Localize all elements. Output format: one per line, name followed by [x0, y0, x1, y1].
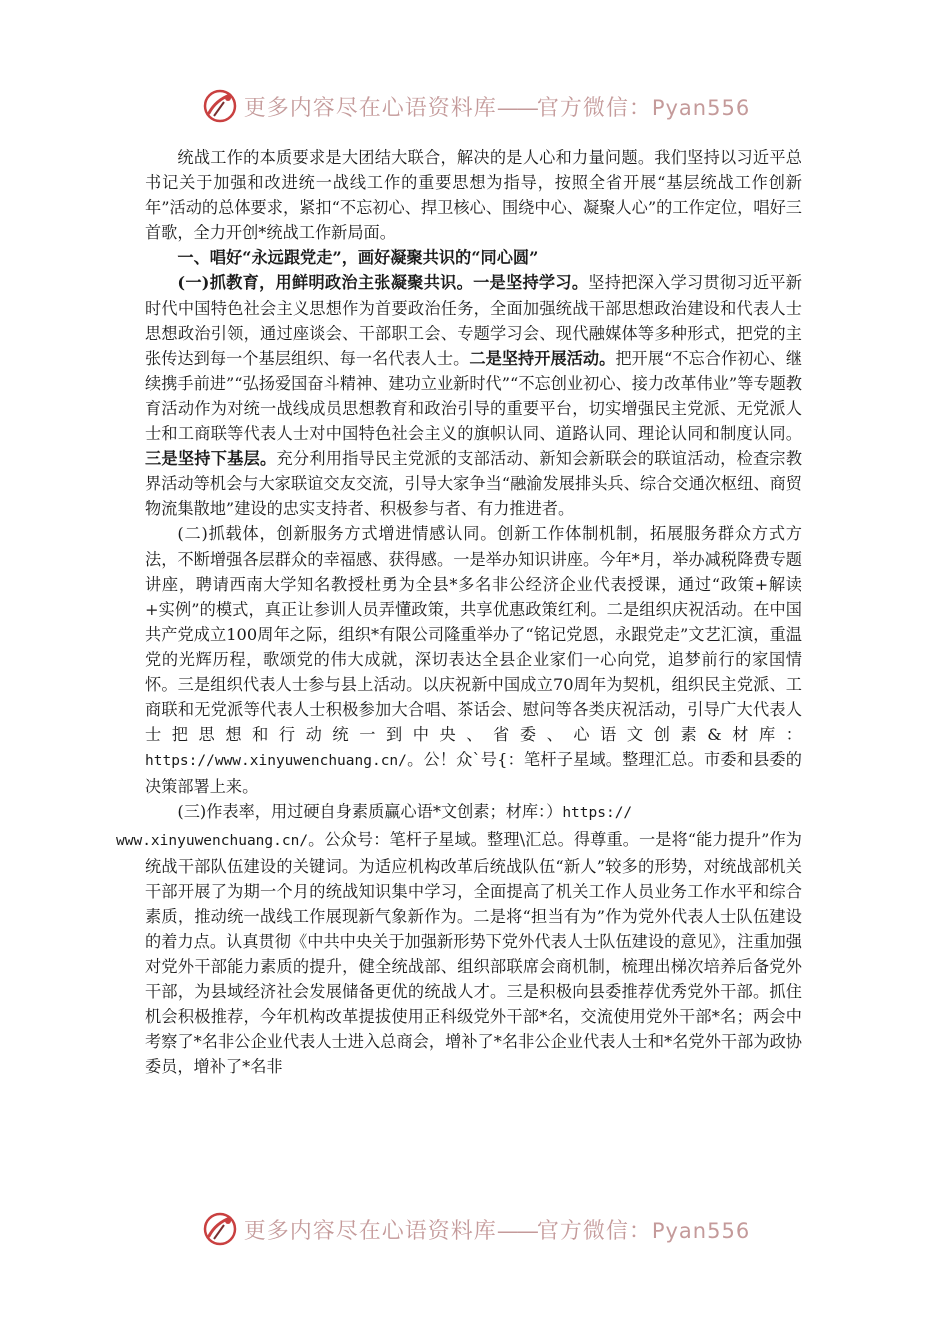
- text-2: 把开展“不忘合作初心、继续携手前进”“弘扬爱国奋斗精神、建功立业新时代”“不忘创业初心、接力改革伟业”等专题教育活动作为对统一战线成员思想教育和政治引导的重要平台，切实增强民主党派、无党派人士和工商联等代表人士对中国特色社会主义的旗帜认同、道路认同、理论认同和制度认同。: [145, 348, 803, 444]
- banner-wechat-label: 官方微信：: [536, 1218, 652, 1244]
- paragraph-carrier: [145, 521, 802, 799]
- bold-lead-3: 三是坚持下基层。: [145, 449, 277, 469]
- text-example-1: (三)作表率，用过硬自身素质赢心语*文创素；材库：）: [177, 802, 563, 822]
- paragraph-intro: 统战工作的本质要求是大团结大联合，解决的是人心和力量问题。我们坚持以习近平总书记关于加强和改进统一战线工作的重要思想为指导，按照全省开展“基层统战工作创新年”活动的总体要求，紧扣“不忘初心、捍卫核心、围绕中心、凝聚人心”的工作定位，唱好三首歌，全力开创*统战工作新局面。: [145, 148, 802, 243]
- bold-lead-2: 二是坚持开展活动。: [469, 348, 616, 368]
- banner-wechat-id: Pyan556: [651, 95, 751, 120]
- text-carrier-1: (二)抓载体，创新服务方式增进情感认同。创新工作体制机制，拓展服务群众方式方法，不断增强各层群众的幸福感、获得感。一是举办知识讲座。今年*月，举办减税降费专题讲座，聘请西南大学知名教授杜勇为全县*多名非公经济企业代表授课，通过“政策+解读+实例”的模式，真正让参训人员弄懂政策，共享优惠政策红利。二是组织庆祝活动。在中国共产党成立100周年之际，组织*有限公司隆重举办了“铭记党恩，永跟党走”文艺汇演，重温党的光辉历程，歌颂党的伟大成就，深切表达全县企业家们一心向党，追梦前行的家国情怀。三是组织代表人士参与县上活动。以庆祝新中国成立70周年为契机，组织民主党派、工商联和无党派等代表人士积极参加大合唱、茶话会、慰问等各类庆祝活动，引导广大代表人士把思想和行动统一到中央、省委、心语文创素&材库：: [145, 524, 802, 745]
- paragraph-education: [145, 270, 802, 521]
- text-example-2: 。公众号：笔杆子星域。整理\汇总。得尊重。一是将“能力提升”作为统战干部队伍建设的关键词。为适应机构改革后统战队伍“新人”较多的形势，对统战部机关干部开展了为期一个月的统战知识集中学习，全面提高了机关工作人员业务工作水平和综合素质，推动统一战线工作展现新气象新作为。二是将“担当有为”作为党外代表人士队伍建设的着力点。认真贯彻《中共中央关于加强新形势下党外代表人士队伍建设的意见》，注重加强对党外干部能力素质的提升，健全统战部、组织部联席会商机制，梳理出梯次培养后备党外干部，为县域经济社会发展储备更优的统战人才。三是积极向县委推荐优秀党外干部。抓住机会积极推荐，今年机构改革提拔使用正科级党外干部*名，交流使用党外干部*名；两会中考察了*名非公企业代表人士进入总商会，增补了*名非公企业代表人士和*名党外干部为政协委员，增补了*名非: [145, 829, 802, 1077]
- url-text-2a: https://: [562, 805, 633, 822]
- logo-icon: [200, 86, 240, 126]
- section-heading: 一、唱好“永远跟党走”，画好凝聚共识的“同心圆”: [177, 248, 539, 268]
- banner-separator: ——: [496, 95, 537, 121]
- text-carrier-2: 。公！众`号{：笔杆子星域。整理汇总。市委和县委的决策部署上来。: [145, 750, 802, 797]
- banner-text: [244, 1214, 750, 1245]
- logo-icon: [200, 1209, 240, 1249]
- text-1: 坚持把深入学习贯彻习近平新时代中国特色社会主义思想作为首要政治任务，全面加强统战干部思想政治建设和代表人士思想政治引领，通过座谈会、干部职工会、专题学习会、现代融媒体等多种形式，把党的主张传达到每一个基层组织、每一名代表人士。: [145, 273, 802, 368]
- banner-text: [244, 91, 750, 122]
- header-banner: [0, 86, 950, 126]
- bold-lead-1: (一)抓教育，用鲜明政治主张凝聚共识。一是坚持学习。: [177, 273, 589, 293]
- banner-title: 更多内容尽在心语资料库: [243, 1218, 497, 1244]
- banner-wechat-label: 官方微信：: [536, 95, 652, 121]
- banner-separator: ——: [496, 1218, 537, 1244]
- banner-title: 更多内容尽在心语资料库: [243, 95, 497, 121]
- url-text-1: https://www.xinyuwenchuang.cn/: [145, 753, 407, 770]
- paragraph-example: [116, 799, 802, 1079]
- url-text-2b: www.xinyuwenchuang.cn/: [116, 832, 309, 849]
- banner-wechat-id: Pyan556: [651, 1218, 751, 1243]
- document-body: [116, 145, 803, 1079]
- text-3: 充分利用指导民主党派的支部活动、新知会新联会的联谊活动，检查宗教界活动等机会与大家联谊交友交流，引导大家争当“融渝发展排头兵、综合交通次枢纽、商贸物流集散地”建设的忠实支持者、积极参与者、有力推进者。: [145, 449, 803, 519]
- footer-banner: [0, 1209, 950, 1249]
